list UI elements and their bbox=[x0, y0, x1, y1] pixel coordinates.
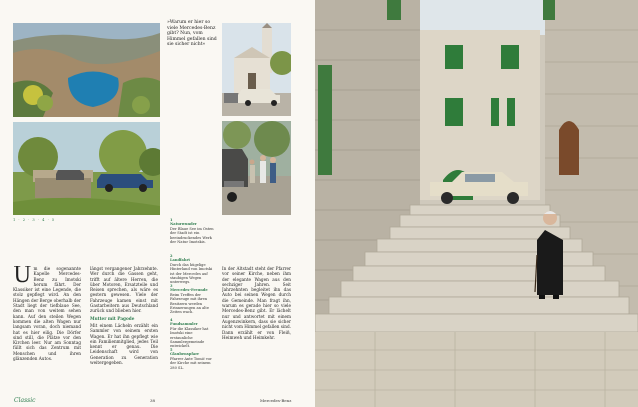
pull-quote: »Warum er hier so viele Mercedes-Benz gibt? Nun, vom Himmel gefallen sind sie sicher nicht« bbox=[167, 20, 217, 48]
caption-1-number: 1 bbox=[170, 218, 173, 222]
left-page bbox=[0, 0, 315, 407]
body-column-2-text: längst vergangener Jahrzehnte. Wer durch die Gassen geht, trifft auf ältere Herren, die über Motoren, Ersatzteile und Reisen sprechen, als wäre es gestern gewesen. Viele der Fahrzeuge kamen einst mit Gastarbeitern aus Deutschland zurück und blieben hier. bbox=[90, 266, 158, 314]
caption-3-heading: Mercedes-Freunde bbox=[170, 288, 208, 293]
photo-owners-car bbox=[222, 121, 291, 215]
body-column-1-text: m die sogenannte Kapelle Mercedes-Benz zu Imotski herum fährt. Der Klassiker ist eine Legende, die stolz gepflegt wird. An den Hängen der Berge oberhalb der Stadt liegt der tiefblaue See, den man von weitem sehen kann. Auf den steilen Wegen kommen die alten Wagen nur langsam voran, doch niemand hat es hier eilig. Die Dörfer sind still, die Plätze vor den Kirchen leer. Nur am Sonntag füllt sich das Zentrum mit Menschen und ihren glänzenden Autos. bbox=[13, 266, 81, 362]
caption-3-text: Beim Treffen der Fahrzeuge mit ihren Besitzern werden Erinnerungen an alte Zeiten wach. bbox=[170, 292, 209, 315]
body-column-3-text: In der Altstadt steht der Pfarrer vor seiner Kirche, neben ihm der elegante Wagen aus den sechziger Jahren. Seit Jahrzehnten begleitet ihn das Auto bei seinen Wegen durch die Gemeinde. Man fragt ihn, warum es gerade hier so viele Mercedes-Benz gibt. Er lächelt nur und antwortet mit einem Augenzwinkern, dass sie sicher nicht vom Himmel gefallen sind. Dann erzählt er von Fleiß, Heimweh und Heimkehr. bbox=[222, 266, 291, 340]
caption-3-number: 3 bbox=[170, 284, 173, 288]
caption-2 bbox=[170, 254, 215, 285]
caption-3 bbox=[170, 284, 215, 315]
body-column-1 bbox=[13, 266, 81, 386]
subheading: Mutter mit Pagode bbox=[90, 315, 135, 321]
caption-2-number: 2 bbox=[170, 254, 173, 258]
caption-5 bbox=[170, 348, 215, 370]
caption-4-text: Für die Klassiker hat Imotski eine erstaunliche Sammlergemeinde entwickelt. bbox=[170, 326, 209, 349]
caption-4-number: 4 bbox=[170, 318, 173, 322]
body-column-2b-text: Mit einem Lächeln erzählt ein Sammler von seinem ersten Wagen. Er hat ihn gepflegt wie ein Familienmitglied, jedes Teil kennt er genau. Die Leidenschaft wird von Generation zu Generation weitergegeben. bbox=[90, 322, 158, 366]
photo-cars-bridge bbox=[13, 122, 160, 215]
right-page-photo bbox=[315, 0, 638, 407]
caption-4 bbox=[170, 318, 215, 349]
photo-blue-lake bbox=[13, 23, 160, 117]
photo-legend-numbers: 1 · 2 · 3 · 4 · 5 bbox=[13, 218, 56, 222]
folio-left: 38 bbox=[150, 398, 156, 403]
body-column-3 bbox=[222, 266, 291, 386]
caption-4-heading: Fundsammler bbox=[170, 322, 198, 327]
church-car-illustration bbox=[222, 23, 291, 116]
caption-1-heading: Naturwunder bbox=[170, 222, 197, 227]
caption-5-text: Pfarrer Ante Tomić vor der Kirche mit seinem 280 SL. bbox=[170, 356, 212, 370]
body-column-2 bbox=[90, 266, 158, 386]
priest-stairs-illustration bbox=[315, 0, 638, 407]
caption-1-text: Der Blaue See im Osten der Stadt ist ein beeindruckendes Werk der Natur Imotskis. bbox=[170, 226, 214, 245]
caption-5-number: 5 bbox=[170, 348, 173, 352]
magazine-brand: Classic bbox=[14, 397, 36, 404]
caption-2-text: Durch das hügelige Hinterland von Imotski ist der Mercedes auf staubigen Wegen unterwegs. bbox=[170, 262, 213, 285]
caption-1 bbox=[170, 218, 215, 244]
caption-5-heading: Glaubenspfarr bbox=[170, 352, 199, 357]
cars-bridge-illustration bbox=[13, 122, 160, 215]
caption-2-heading: Landfahrt bbox=[170, 258, 191, 263]
folio-right-label: Mercedes-Benz bbox=[260, 398, 292, 403]
blue-lake-illustration bbox=[13, 23, 160, 117]
owners-car-illustration bbox=[222, 121, 291, 215]
drop-cap: U bbox=[13, 266, 32, 288]
photo-church-car bbox=[222, 23, 291, 116]
